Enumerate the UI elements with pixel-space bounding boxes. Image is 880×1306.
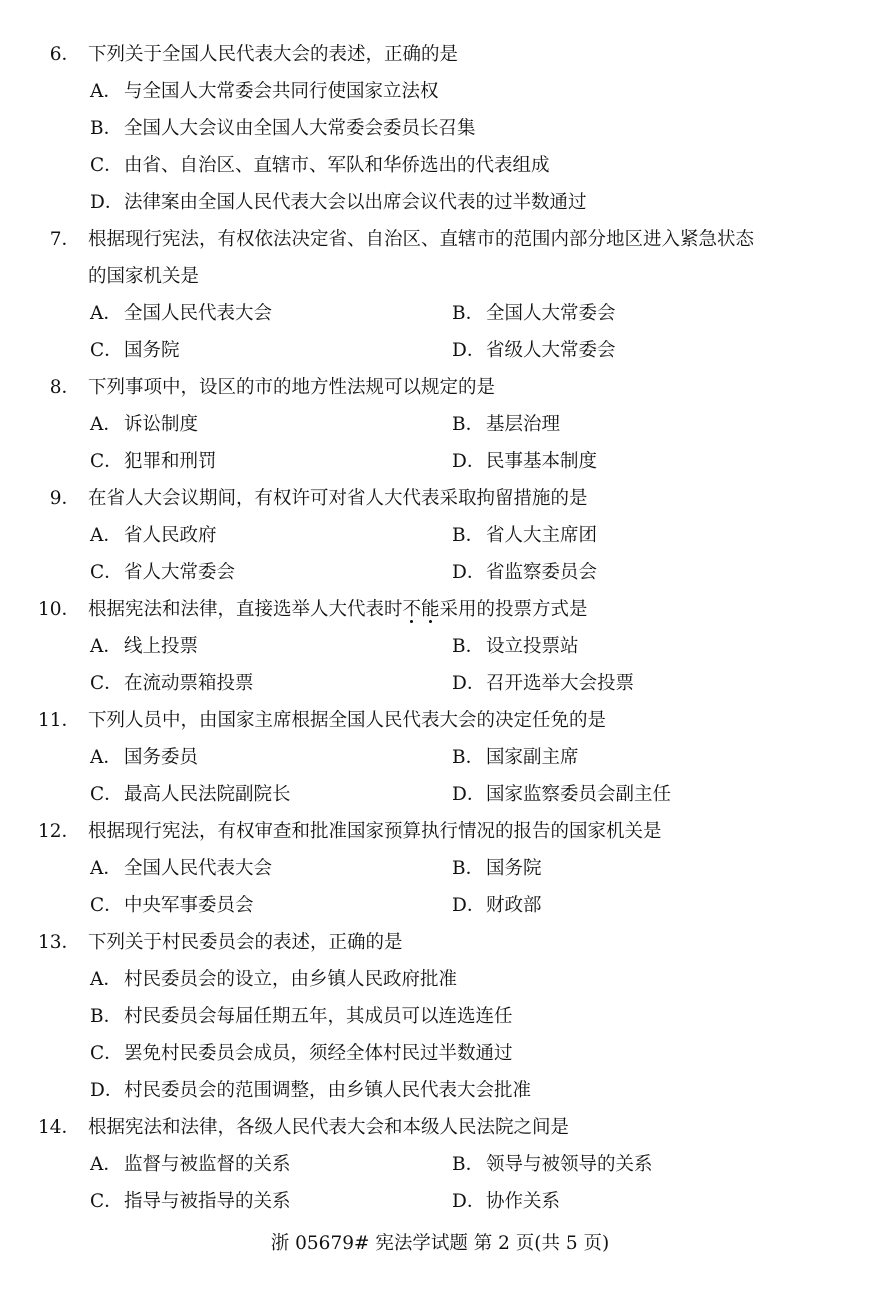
option-letter: B． [452,414,485,435]
option-letter: A． [90,414,122,435]
option-letter: D． [452,673,486,694]
option-13c [0,1039,880,1069]
option-letter: C． [90,673,123,694]
option-letter: D． [452,451,486,472]
option-text: 领导与被领导的关系 [486,1154,653,1175]
options-10cd [0,669,880,699]
option-text: 法律案由全国人民代表大会以出席会议代表的过半数通过 [124,192,587,213]
options-14cd [0,1187,880,1217]
option-13d [0,1076,880,1106]
option-letter: D． [452,784,486,805]
option-letter: D． [90,192,124,213]
option-letter: B． [452,747,485,768]
option-text: 全国人大会议由全国人大常委会委员长召集 [124,118,476,139]
question-number: 13． [37,932,80,953]
options-14ab [0,1150,880,1180]
question-text: 根据宪法和法律，各级人民代表大会和本级人民法院之间是 [88,1117,570,1138]
question-text: 下列人员中，由国家主席根据全国人民代表大会的决定任免的是 [88,710,607,731]
option-letter: C． [90,562,123,583]
question-text-post: 采用的投票方式是 [439,599,588,620]
question-number: 14． [37,1117,80,1138]
option-text: 中央军事委员会 [124,895,254,916]
option-text: 省人民政府 [124,525,217,546]
question-text-continued: 的国家机关是 [88,266,200,287]
options-11cd [0,780,880,810]
option-text: 全国人民代表大会 [124,858,273,879]
question-text: 下列关于全国人民代表大会的表述，正确的是 [88,44,459,65]
option-6d [0,188,880,218]
option-text: 全国人民代表大会 [124,303,273,324]
option-text: 省人大常委会 [124,562,236,583]
option-letter: B． [90,118,123,139]
question-7 [0,225,880,255]
option-text: 国家副主席 [486,747,579,768]
emphasis-char: 能 [421,599,440,620]
question-number: 8． [49,377,80,398]
page-footer: 浙 05679# 宪法学试题 第 2 页(共 5 页) [270,1233,610,1254]
option-letter: A． [90,969,122,990]
options-8cd [0,447,880,477]
option-text: 基层治理 [486,414,561,435]
question-text [88,595,588,625]
question-7-cont [0,262,880,292]
option-letter: D． [452,340,486,361]
emphasis-dotted-text [403,599,440,620]
options-11ab [0,743,880,773]
option-letter: C． [90,1043,123,1064]
question-11 [0,706,880,736]
question-number: 7． [49,229,80,250]
question-text: 下列关于村民委员会的表述，正确的是 [88,932,403,953]
option-text: 线上投票 [124,636,199,657]
option-text: 国务委员 [124,747,199,768]
options-10ab [0,632,880,662]
option-text: 村民委员会每届任期五年，其成员可以连选连任 [124,1006,513,1027]
option-6a [0,77,880,107]
option-letter: C． [90,784,123,805]
option-letter: B． [90,1006,123,1027]
option-letter: C． [90,155,123,176]
option-text: 诉讼制度 [124,414,199,435]
option-13a [0,965,880,995]
option-letter: A． [90,858,122,879]
option-text: 村民委员会的设立，由乡镇人民政府批准 [124,969,458,990]
option-letter: C． [90,1191,123,1212]
option-letter: C． [90,340,123,361]
question-text: 根据现行宪法，有权审查和批准国家预算执行情况的报告的国家机关是 [88,821,662,842]
option-text: 罢免村民委员会成员，须经全体村民过半数通过 [124,1043,513,1064]
option-letter: D． [452,1191,486,1212]
options-7ab [0,299,880,329]
question-number: 11． [37,710,80,731]
option-letter: C． [90,451,123,472]
option-letter: B． [452,1154,485,1175]
question-14 [0,1113,880,1143]
option-letter: A． [90,303,122,324]
option-text: 省人大主席团 [486,525,598,546]
option-text: 全国人大常委会 [486,303,616,324]
question-8 [0,373,880,403]
question-text: 在省人大会议期间，有权许可对省人大代表采取拘留措施的是 [88,488,588,509]
options-7cd [0,336,880,366]
question-number: 10． [37,599,80,620]
options-12cd [0,891,880,921]
option-6c [0,151,880,181]
option-text: 召开选举大会投票 [486,673,635,694]
option-text: 设立投票站 [486,636,579,657]
option-letter: B． [452,858,485,879]
option-letter: A． [90,525,122,546]
option-text: 由省、自治区、直辖市、军队和华侨选出的代表组成 [124,155,550,176]
option-text: 最高人民法院副院长 [124,784,291,805]
option-letter: A． [90,747,122,768]
option-text: 犯罪和刑罚 [124,451,217,472]
option-6b [0,114,880,144]
option-letter: C． [90,895,123,916]
options-9ab [0,521,880,551]
option-text: 财政部 [486,895,542,916]
question-10 [0,595,880,625]
option-letter: A． [90,1154,122,1175]
option-text: 省监察委员会 [486,562,598,583]
option-text: 在流动票箱投票 [124,673,254,694]
option-text: 国务院 [124,340,180,361]
options-9cd [0,558,880,588]
option-text: 国家监察委员会副主任 [486,784,672,805]
option-13b [0,1002,880,1032]
emphasis-char: 不 [402,599,422,620]
option-text: 协作关系 [486,1191,561,1212]
question-text: 根据现行宪法，有权依法决定省、自治区、直辖市的范围内部分地区进入紧急状态 [88,229,755,250]
question-text-pre: 根据宪法和法律，直接选举人大代表时 [88,599,403,620]
option-letter: D． [452,562,486,583]
option-text: 村民委员会的范围调整，由乡镇人民代表大会批准 [124,1080,532,1101]
question-number: 9． [49,488,80,509]
option-text: 省级人大常委会 [486,340,616,361]
option-text: 民事基本制度 [486,451,598,472]
question-number: 12． [37,821,80,842]
option-letter: B． [452,525,485,546]
question-number: 6． [49,44,80,65]
option-letter: D． [90,1080,124,1101]
question-text: 下列事项中，设区的市的地方性法规可以规定的是 [88,377,496,398]
option-text: 国务院 [486,858,542,879]
option-text: 指导与被指导的关系 [124,1191,291,1212]
options-8ab [0,410,880,440]
option-text: 监督与被监督的关系 [124,1154,291,1175]
question-12 [0,817,880,847]
question-13 [0,928,880,958]
option-text: 与全国人大常委会共同行使国家立法权 [124,81,439,102]
question-9 [0,484,880,514]
option-letter: D． [452,895,486,916]
option-letter: B． [452,636,485,657]
option-letter: A． [90,636,122,657]
options-12ab [0,854,880,884]
option-letter: B． [452,303,485,324]
option-letter: A． [90,81,122,102]
